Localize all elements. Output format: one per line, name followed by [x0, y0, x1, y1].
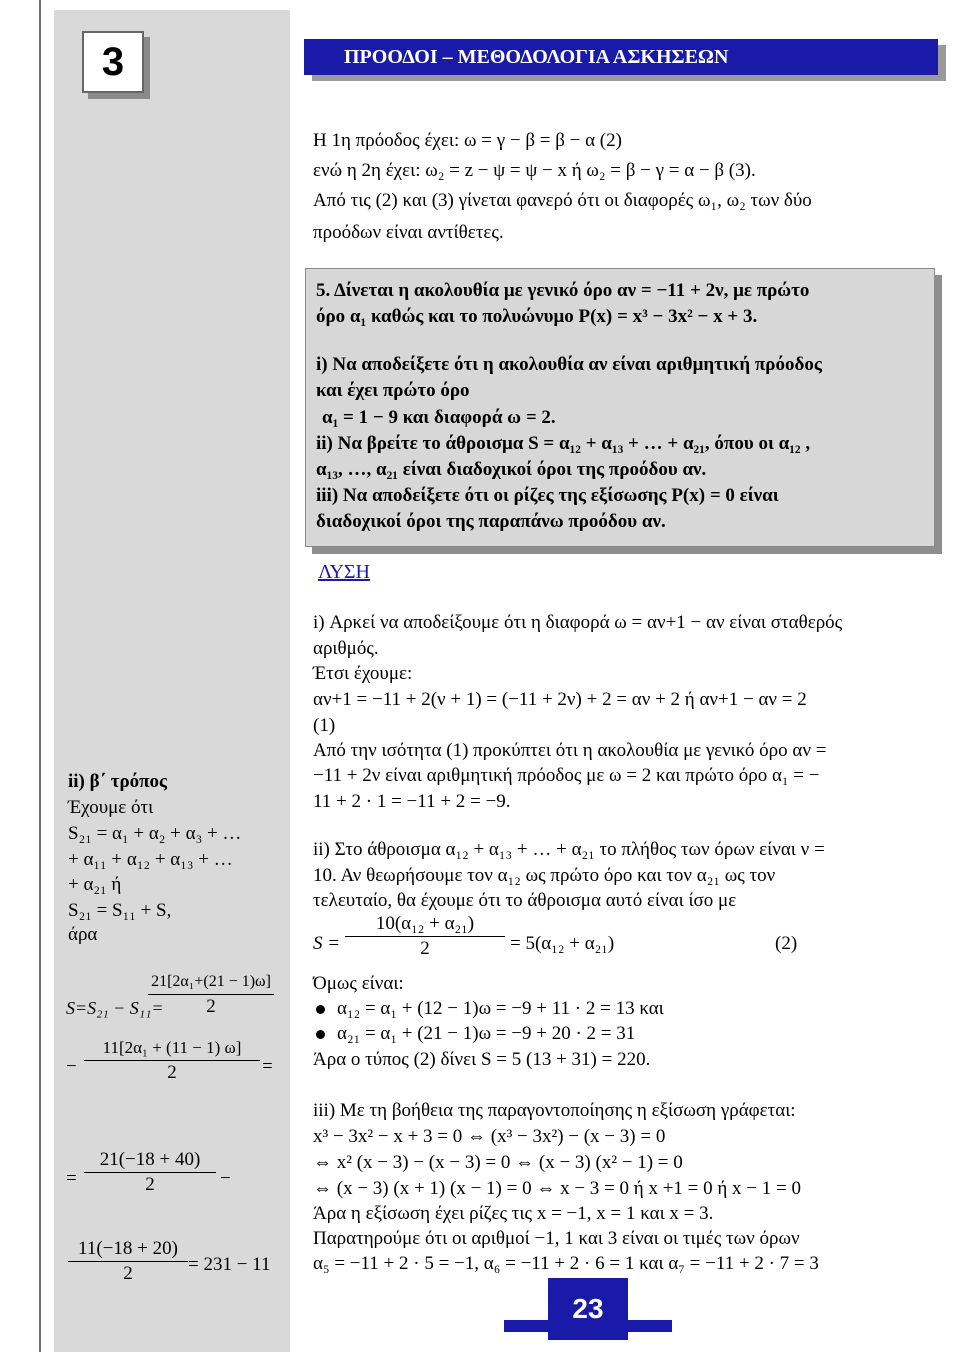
bullet-dot — [316, 1005, 325, 1014]
formula-sign: = — [66, 1168, 77, 1189]
fraction-numerator: 11[2α₁ + (11 − 1) ω] — [102, 1038, 242, 1057]
problem-line-1: 5. Δίνεται η ακολουθία με γενικό όρο αν = −11 + 2ν, με πρώτο — [316, 280, 810, 301]
sum-denominator: 2 — [420, 938, 430, 959]
bullet-item: α₂₁ = α₁ + (21 − 1)ω = −9 + 20 · 2 = 31 — [337, 1023, 636, 1044]
sol-line: −11 + 2ν είναι αριθμητική πρόοδος με ω = 2 και πρώτο όρο α₁ = − — [313, 765, 820, 786]
formula-fraction — [84, 1036, 260, 1085]
sol-line: α₅ = −11 + 2 · 5 = −1, α₆ = −11 + 2 · 6 = 1 και α₇ = −11 + 2 · 7 = 3 — [313, 1253, 819, 1274]
margin-rule — [39, 0, 41, 1352]
fraction-denominator: 2 — [167, 1062, 177, 1083]
sol-line: ii) Στο άθροισμα α₁₂ + α₁₃ + … + α₂₁ το πλήθος των όρων είναι ν = — [313, 839, 825, 860]
fraction-denominator: 2 — [123, 1263, 133, 1284]
problem-line-7: α₁₃, …, α₂₁ είναι διαδοχικοί όροι της προόδου αν. — [316, 459, 707, 480]
problem-line-4: και έχει πρώτο όρο — [316, 380, 470, 401]
solution-heading: ΛΥΣΗ — [318, 561, 370, 583]
sum-fraction — [345, 912, 505, 961]
formula-sign: − — [66, 1056, 77, 1077]
page-number: 23 — [548, 1278, 628, 1340]
intro-line-4: προόδων είναι αντίθετες. — [313, 222, 504, 243]
sol-line: Άρα η εξίσωση έχει ρίζες τις x = −1, x = 1 και x = 3. — [313, 1203, 714, 1224]
sol-line: αριθμός. — [313, 638, 379, 659]
sidebar-title: ii) β΄ τρόπος — [68, 771, 168, 792]
problem-line-8: iii) Να αποδείξετε ότι οι ρίζες της εξίσωσης P(x) = 0 είναι — [316, 485, 779, 506]
fraction-numerator: 21[2α₁+(21 − 1)ω] — [151, 973, 271, 990]
formula-fraction — [84, 1148, 216, 1197]
formula-lhs: S=S₂₁ − S₁₁= — [66, 998, 164, 1018]
problem-line-9: διαδοχικοί όροι της παραπάνω προόδου αν. — [316, 511, 666, 532]
sol-line: τελευταίο, θα έχουμε ότι το άθροισμα αυτό είναι ίσο με — [313, 890, 737, 911]
sidebar-line: άρα — [68, 924, 98, 945]
sol-line: (1) — [313, 715, 336, 736]
sidebar-line: + α₁₁ + α₁₂ + α₁₃ + … — [68, 849, 233, 870]
sol-line: i) Αρκεί να αποδείξουμε ότι η διαφορά ω = αν+1 − αν είναι σταθερός — [313, 612, 843, 633]
sum-lhs: S = — [313, 933, 341, 954]
bullet-item: α₁₂ = α₁ + (12 − 1)ω = −9 + 11 · 2 = 13 και — [337, 998, 664, 1019]
sum-tag: (2) — [775, 933, 798, 954]
sol-line: x³ − 3x² − x + 3 = 0 ⇔ (x³ − 3x²) − (x − 3) = 0 — [313, 1126, 666, 1147]
fraction-numerator: 21(−18 + 40) — [99, 1149, 201, 1170]
formula-fraction — [148, 970, 274, 1019]
header-banner: ΠΡΟΟΔΟΙ – ΜΕΘΟΔΟΛΟΓΙΑ ΑΣΚΗΣΕΩΝ — [304, 39, 938, 75]
sum-rhs: = 5(α₁₂ + α₂₁) — [510, 933, 615, 954]
chapter-number: 3 — [82, 31, 144, 93]
sol-line: Έτσι έχουμε: — [313, 663, 413, 684]
problem-line-2: όρο α₁ καθώς και το πολυώνυμο P(x) = x³ − 3x² − x + 3. — [316, 306, 758, 327]
intro-line-1: Η 1η πρόοδος έχει: ω = γ − β = β − α (2) — [313, 130, 622, 151]
fraction-denominator: 2 — [206, 996, 216, 1017]
sol-line: iii) Με τη βοήθεια της παραγοντοποίησης η εξίσωση γράφεται: — [313, 1100, 796, 1121]
problem-line-6: ii) Να βρείτε το άθροισμα S = α₁₂ + α₁₃ + … + α₂₁, όπου οι α₁₂ , — [316, 433, 811, 454]
sol-line: 10. Αν θεωρήσουμε τον α₁₂ ως πρώτο όρο και τον α₂₁ ως τον — [313, 865, 776, 886]
sol-line: Από την ισότητα (1) προκύπτει ότι η ακολουθία με γενικό όρο αν = — [313, 740, 827, 761]
fraction-numerator: 11(−18 + 20) — [78, 1238, 178, 1259]
sidebar-line: + α₂₁ ή — [68, 874, 122, 895]
sol-line: ⇔ (x − 3) (x + 1) (x − 1) = 0 ⇔ x − 3 = 0 ή x +1 = 0 ή x − 1 = 0 — [313, 1178, 801, 1199]
formula-sign: = — [262, 1056, 273, 1077]
formula-sign: − — [220, 1168, 231, 1189]
formula-fraction — [68, 1237, 188, 1286]
sol-line: Άρα ο τύπος (2) δίνει S = 5 (13 + 31) = 220. — [313, 1049, 651, 1070]
sidebar-line: S₂₁ = S₁₁ + S, — [68, 900, 172, 921]
sum-numerator: 10(α₁₂ + α₂₁) — [375, 913, 475, 934]
problem-box — [305, 268, 935, 547]
sidebar-line: Έχουμε ότι — [68, 797, 154, 818]
fraction-denominator: 2 — [145, 1174, 155, 1195]
problem-line-5: α₁ = 1 − 9 και διαφορά ω = 2. — [322, 407, 556, 428]
bullet-dot — [316, 1030, 325, 1039]
formula-result: = 231 − 11 — [188, 1254, 271, 1275]
sol-line: 11 + 2 · 1 = −11 + 2 = −9. — [313, 791, 511, 812]
sol-line: ⇔ x² (x − 3) − (x − 3) = 0 ⇔ (x − 3) (x² − 1) = 0 — [313, 1152, 683, 1173]
sidebar-line: S₂₁ = α₁ + α₂ + α₃ + … — [68, 823, 242, 844]
sol-line: Παρατηρούμε ότι οι αριθμοί −1, 1 και 3 είναι οι τιμές των όρων — [313, 1228, 800, 1249]
intro-line-2: ενώ η 2η έχει: ω₂ = z − ψ = ψ − x ή ω₂ = β − γ = α − β (3). — [313, 160, 756, 181]
intro-line-3: Από τις (2) και (3) γίνεται φανερό ότι οι διαφορές ω₁, ω₂ των δύο — [313, 190, 812, 211]
sol-line: αν+1 = −11 + 2(ν + 1) = (−11 + 2ν) + 2 = αν + 2 ή αν+1 − αν = 2 — [313, 689, 807, 710]
sol-line: Όμως είναι: — [313, 973, 404, 994]
problem-line-3: i) Να αποδείξετε ότι η ακολουθία αν είναι αριθμητική πρόοδος — [316, 354, 822, 375]
